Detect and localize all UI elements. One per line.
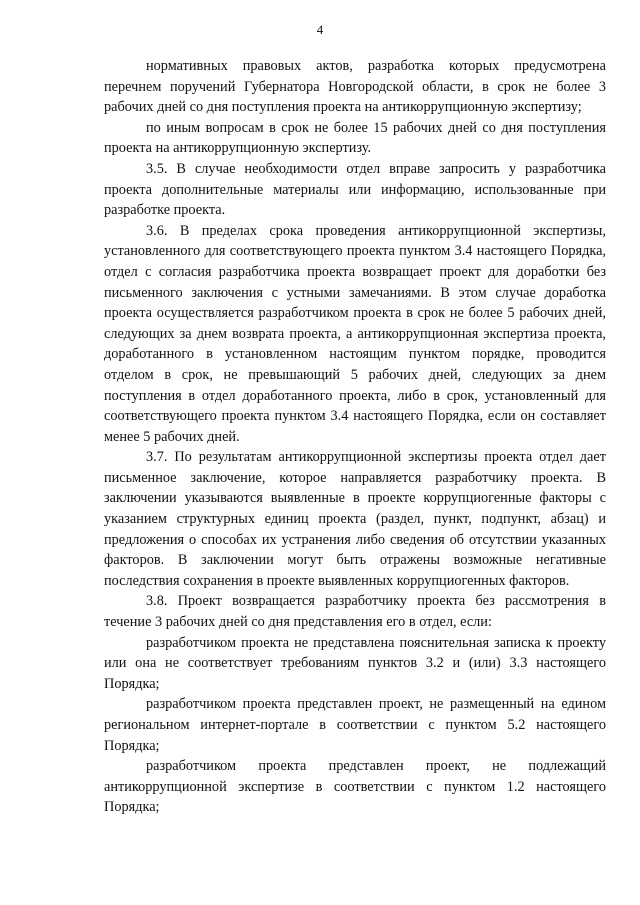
paragraph-condition-3: разработчиком проекта представлен проект, не подлежащий антикоррупционной экспертизе в соответствии с пунктом 1.2 настоящего Порядка; <box>104 758 606 816</box>
paragraph-list-item-drafts: нормативных правовых актов, разработка которых предусмотрена перечнем поручений Губернатора Новгородской области, в срок не более 3 рабочих дней со дня поступления проекта на антикоррупционную экспертизу; <box>104 58 606 116</box>
paragraph-3-8: 3.8. Проект возвращается разработчику проекта без рассмотрения в течение 3 рабочих дней со дня представления его в отдел, если: <box>104 593 606 631</box>
paragraph-3-7: 3.7. По результатам антикоррупционной экспертизы проекта отдел дает письменное заключение, которое направляется разработчику проекта. В заключении указываются выявленные в проекте коррупциогенные факторы с указанием структурных единиц проекта (раздел, пункт, подпункт, абзац) и предложения о способах их устранения либо сведения об отсутствии указанных факторов. В заключении могут быть отражены возможные негативные последствия сохранения в проекте выявленных коррупциогенных факторов. <box>104 449 606 589</box>
paragraph-3-5: 3.5. В случае необходимости отдел вправе запросить у разработчика проекта дополнительные материалы или информацию, использованные при разработке проекта. <box>104 160 606 219</box>
document-body <box>104 56 606 818</box>
paragraph-3-6: 3.6. В пределах срока проведения антикоррупционной экспертизы, установленного для соответствующего проекта пунктом 3.4 настоящего Порядка, отдел с согласия разработчика проекта возвращает проект для доработки без письменного заключения с устными замечаниями. В этом случае доработка проекта осуществляется разработчиком проекта в срок не более 5 рабочих дней, следующих за днем возврата проекта, а антикоррупционная экспертиза проекта, доработанного в установленном настоящим пунктом порядке, проводится отделом в срок, не превышающий 5 рабочих дней, следующих за днем поступления в отдел доработанного проекта, либо в срок, установленный для соответствующего проекта пунктом 3.4 настоящего Порядка, если он составляет менее 5 рабочих дней. <box>104 222 606 445</box>
paragraph-condition-1: разработчиком проекта не представлена пояснительная записка к проекту или она не соответствует требованиям пунктов 3.2 и (или) 3.3 настоящего Порядка; <box>104 634 606 692</box>
paragraph-list-item-other: по иным вопросам в срок не более 15 рабочих дней со дня поступления проекта на антикоррупционную экспертизу. <box>104 119 606 157</box>
page-number: 4 <box>316 22 324 37</box>
paragraph-condition-2: разработчиком проекта представлен проект, не размещенный на едином региональном интернет-портале в соответствии с пунктом 5.2 настоящего Порядка; <box>104 696 606 754</box>
